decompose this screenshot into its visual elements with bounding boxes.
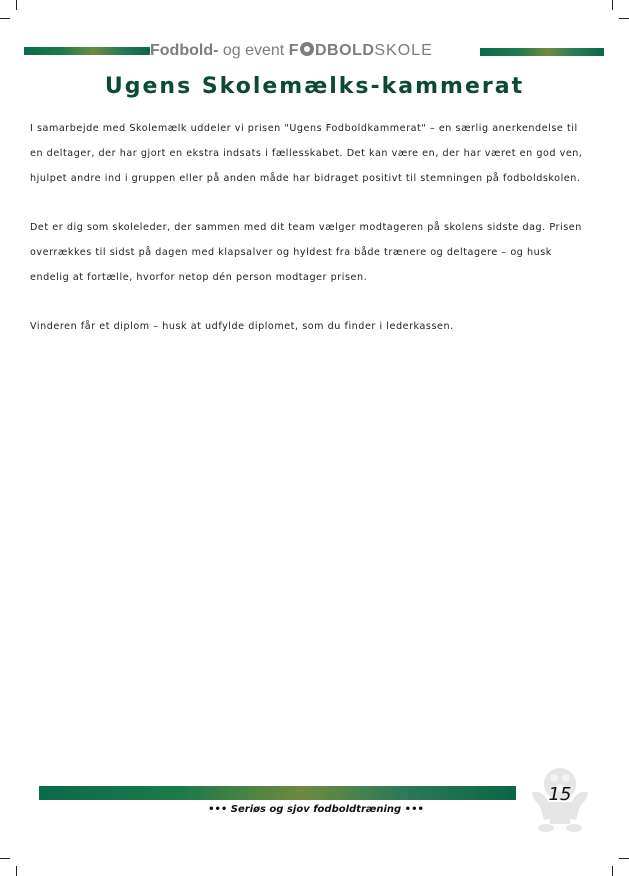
crop-mark	[612, 0, 613, 10]
paragraph: Vinderen får et diplom – husk at udfylde diplomet, som du finder i lederkassen.	[30, 321, 454, 332]
crop-mark	[16, 866, 17, 876]
header-bar-left	[24, 47, 150, 55]
brand-logo: Fodbold- og event F DBOLDSKOLE	[150, 42, 433, 59]
page-title: Ugens Skolemælks-kammerat	[104, 74, 525, 99]
crop-mark	[619, 18, 629, 19]
paragraph: I samarbejde med Skolemælk uddeler vi prisen "Ugens Fodboldkammerat" – en særlig anerkendelse til en deltager, der har gjort en ekstra indsats i fællesskabet. Det kan være en, der har været en god ven, hjulpet andre ind i gruppen eller på anden måde har bidraget positivt til stemningen på fodboldskolen.	[30, 123, 583, 184]
footer-tagline: ••• Seriøs og sjov fodboldtræning •••	[208, 804, 424, 815]
body-text	[30, 116, 590, 363]
footer-bar	[39, 786, 516, 800]
crop-mark	[612, 866, 613, 876]
crop-mark	[0, 858, 10, 859]
crop-mark	[619, 858, 629, 859]
header-bar-right	[480, 48, 604, 56]
page-number: 15	[548, 784, 572, 805]
crop-mark	[16, 0, 17, 10]
crop-mark	[0, 18, 10, 19]
football-icon	[300, 42, 314, 56]
paragraph: Det er dig som skoleleder, der sammen med dit team vælger modtageren på skolens sidste dag. Prisen overrækkes til sidst på dagen med klapsalver og hyldest fra både trænere og deltagere – og husk endelig at fortælle, hvorfor netop dén person modtager prisen.	[30, 222, 582, 283]
